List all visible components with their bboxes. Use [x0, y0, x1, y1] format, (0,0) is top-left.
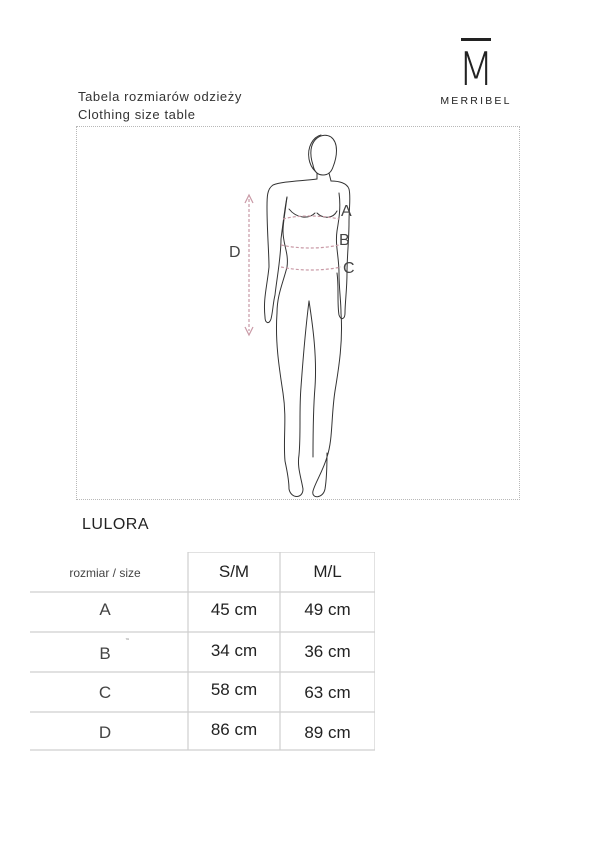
page-header [78, 88, 242, 124]
waist-measure-line [281, 245, 339, 248]
label-c: C [343, 260, 355, 277]
head-outline [311, 135, 337, 175]
title-polish: Tabela rozmiarów odzieży [78, 89, 242, 104]
row-label: D [98, 723, 112, 742]
right-leg-outline [313, 313, 342, 497]
table-cell: 34 cm [210, 641, 258, 660]
product-name: LULORA [82, 516, 150, 533]
trademark-mark: ™ [125, 638, 130, 644]
body-outline-illustration [77, 127, 521, 501]
brand-name: MERRIBEL [440, 95, 512, 107]
brand-logo [430, 38, 522, 107]
label-b: B [339, 232, 350, 249]
row-label: C [98, 683, 112, 702]
logo-letter: M [458, 42, 494, 96]
label-d: D [229, 244, 241, 261]
body-measurement-figure [76, 126, 520, 500]
row-label: B [99, 644, 111, 663]
table-cell: 36 cm [304, 642, 351, 661]
hip-measure-line [281, 267, 341, 270]
label-a: A [341, 203, 352, 220]
left-leg-outline [276, 301, 309, 497]
size-column-header: S/M [218, 562, 250, 581]
size-column-header: M/L [313, 562, 342, 581]
row-label: A [99, 600, 111, 619]
table-cell: 89 cm [304, 723, 351, 742]
table-cell: 49 cm [304, 600, 351, 619]
table-cell: 63 cm [304, 683, 351, 702]
table-cell: 86 cm [210, 720, 258, 739]
table-cell: 45 cm [210, 600, 258, 619]
torso-left-outline [277, 197, 287, 313]
logo-macron [461, 38, 491, 41]
table-header-label: rozmiar / size [69, 566, 141, 580]
title-english: Clothing size table [78, 107, 196, 122]
table-cell: 58 cm [210, 680, 258, 699]
